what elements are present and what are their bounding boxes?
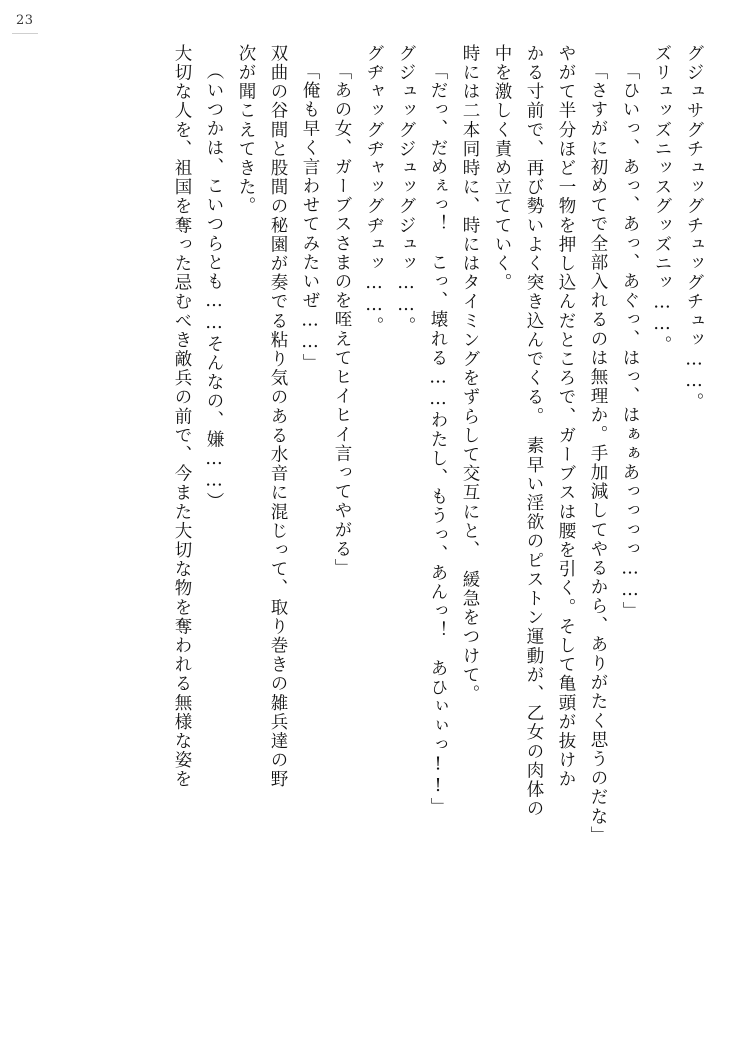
text-column: かる寸前で、再び勢いよく突き込んでくる。 素早い淫欲のピストン運動が、乙女の肉体の xyxy=(524,44,544,819)
text-column: ズリュッズニッスグッズニッ……。 xyxy=(652,44,672,355)
text-column: 時には二本同時に、時にはタイミングをずらして交互にと、 緩急をつけて。 xyxy=(460,44,480,704)
text-column: グヂャッグヂャッグヂュッ……。 xyxy=(364,44,384,336)
header-rule xyxy=(12,33,38,34)
text-column: 双曲の谷間と股間の秘園が奏でる粘り気のある水音に混じって、取り巻きの雑兵達の野 xyxy=(268,44,288,789)
text-column: グジュッグジュッグジュッ……。 xyxy=(396,44,416,336)
page-number: 23 xyxy=(16,13,34,28)
text-column: 「ひいっ、あっ、あっ、あぐっ、はっ、はぁぁあっっっっ……」 xyxy=(620,62,640,621)
text-column: やがて半分ほど一物を押し込んだところで、ガーブスは腰を引く。そして亀頭が抜けか xyxy=(556,44,576,789)
text-column: 「俺も早く言わせてみたいぜ……」 xyxy=(300,62,320,373)
text-column: 「さすがに初めてで全部入れるのは無理か。手加減してやるから、ありがたく思うのだな」 xyxy=(588,62,608,846)
text-column: 「だっ、だめぇっ！ こっ、壊れる……わたし、もうっ、あんっ！ あひぃぃっ!!」 xyxy=(428,62,448,817)
text-column: 「あの女、ガーブスさまのを咥えてヒイヒイ言ってやがる」 xyxy=(332,62,352,578)
text-column: 中を激しく責め立てていく。 xyxy=(492,44,512,293)
text-column: （いつかは、こいつらとも……そんなの、嫌……） xyxy=(204,62,224,512)
text-column: グジュサグチュッグチュッグチュッ……。 xyxy=(684,44,704,412)
novel-body-text xyxy=(34,44,702,1018)
text-column: 次が聞こえてきた。 xyxy=(236,44,256,216)
text-column: 大切な人を、祖国を奪った忌むべき敵兵の前で、今また大切な物を奪われる無様な姿を xyxy=(172,44,192,789)
